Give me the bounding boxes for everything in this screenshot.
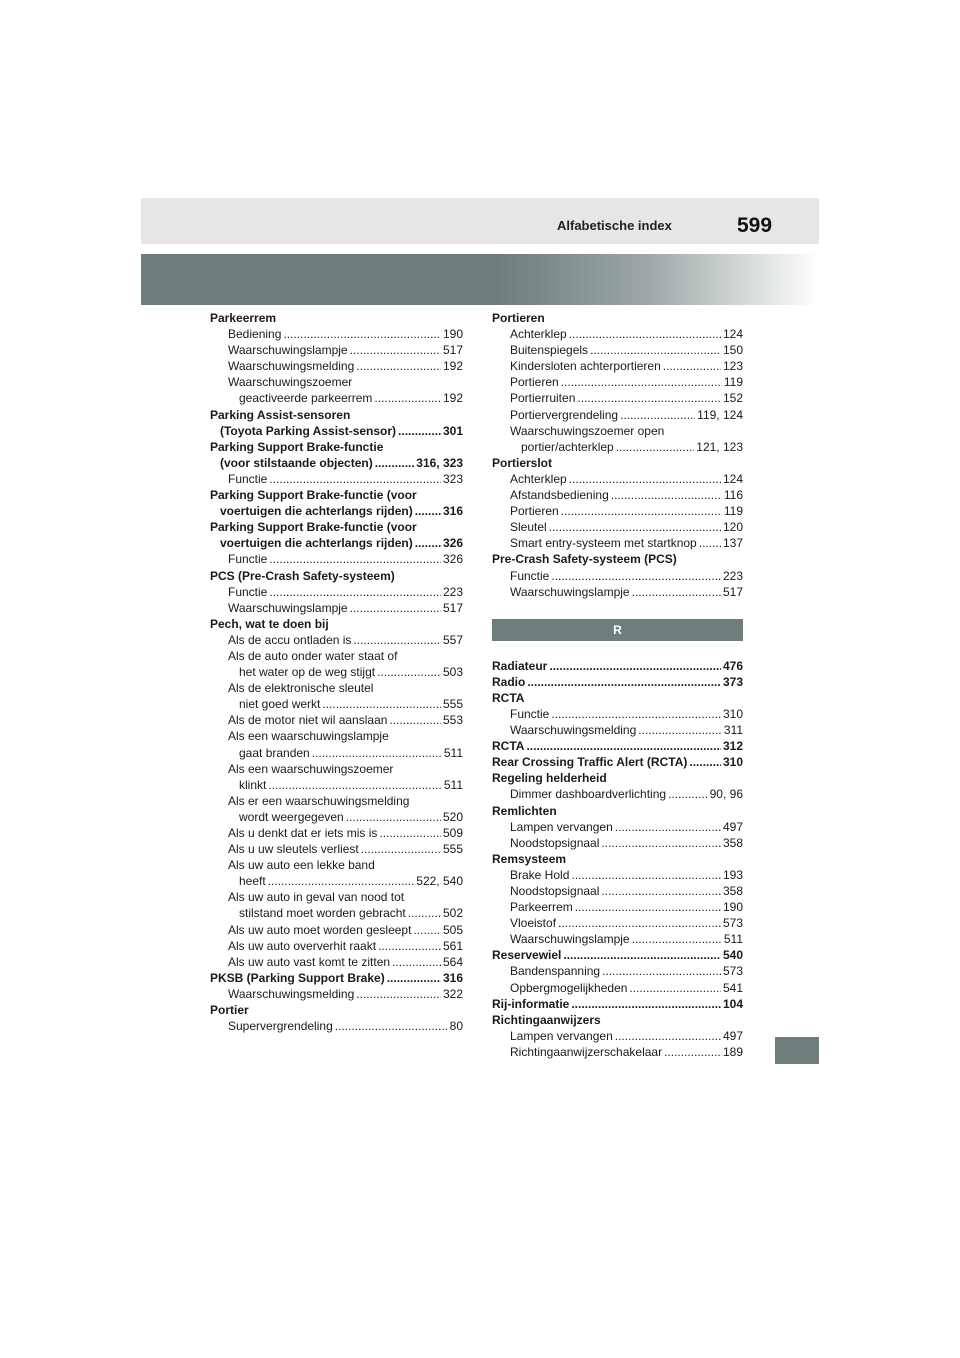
index-entry: [492, 658, 743, 674]
index-entry: [492, 754, 743, 770]
entry-page-ref: 316: [442, 504, 463, 519]
entry-page-ref: 310: [722, 706, 743, 721]
entry-label: voertuigen die achterlangs rijden): [220, 536, 413, 551]
index-entry: [210, 809, 463, 825]
dot-leader: [408, 905, 441, 921]
index-entry: [492, 963, 743, 979]
index-entry: [492, 568, 743, 584]
entry-label: Reservewiel: [492, 948, 562, 963]
index-entry: [492, 1028, 743, 1044]
index-entry: [210, 390, 463, 406]
dot-leader: [322, 696, 441, 712]
dot-leader: [374, 390, 441, 406]
index-entry: [492, 819, 743, 835]
index-entry: [492, 374, 743, 390]
dot-leader: [346, 809, 441, 825]
dot-leader: [563, 947, 721, 963]
entry-page-ref: 358: [722, 835, 743, 850]
entry-page-ref: 323: [442, 471, 463, 486]
index-entry: [492, 706, 743, 722]
index-column-left: [210, 310, 463, 1034]
dot-leader: [375, 455, 415, 471]
entry-label: Als uw auto vast komt te zitten: [228, 954, 391, 969]
entry-label: Kindersloten achterportieren: [510, 359, 661, 374]
entry-page-ref: 541: [722, 980, 743, 995]
entry-page-ref: 190: [722, 900, 743, 915]
index-entry: [210, 664, 463, 680]
dot-leader: [527, 674, 721, 690]
dot-leader: [664, 1044, 721, 1060]
entry-label: Waarschuwingslampje: [228, 343, 348, 358]
entry-page-ref: 121, 123: [696, 439, 743, 454]
index-entry: [492, 722, 743, 738]
entry-page-ref: 310: [722, 755, 743, 770]
index-heading: Portierslot: [492, 455, 553, 470]
section-title: Alfabetische index: [557, 218, 672, 233]
index-entry: [210, 777, 463, 793]
index-heading: Parking Support Brake-functie (voor: [210, 488, 417, 503]
index-heading: Parking Assist-sensoren: [210, 407, 351, 422]
entry-label: Functie: [228, 584, 268, 599]
entry-label: Als u denkt dat er iets mis is: [228, 826, 378, 840]
index-entry: [210, 326, 463, 342]
dot-leader: [398, 423, 441, 439]
index-entry: [210, 455, 463, 471]
entry-page-ref: 322: [442, 986, 463, 1001]
index-entry: [492, 390, 743, 406]
entry-page-ref: 192: [442, 359, 463, 374]
entry-label: Opbergmogelijkheden: [510, 980, 628, 995]
entry-label: Noodstopsignaal: [510, 884, 600, 898]
dot-leader: [269, 584, 441, 600]
entry-label: portier/achterklep: [521, 439, 614, 454]
dot-leader: [663, 358, 721, 374]
dot-leader: [269, 471, 441, 487]
index-entry: [492, 407, 743, 423]
dot-leader: [312, 745, 442, 761]
entry-page-ref: 123: [722, 359, 743, 374]
index-heading: Remsysteem: [492, 851, 567, 866]
dot-leader: [577, 390, 721, 406]
entry-page-ref: 557: [442, 632, 463, 647]
entry-label: Brake Hold: [510, 867, 570, 882]
entry-page-ref: 564: [442, 954, 463, 969]
dot-leader: [558, 915, 721, 931]
entry-label: RCTA: [492, 739, 525, 754]
dot-leader: [601, 835, 721, 851]
entry-label: klinkt: [239, 777, 267, 792]
index-entry: [210, 503, 463, 519]
decorative-gradient-bar: [141, 254, 819, 305]
entry-label: Portieren: [510, 504, 559, 519]
index-entry: [210, 632, 463, 648]
header-band: [141, 198, 819, 244]
entry-page-ref: 502: [442, 906, 463, 921]
dot-leader: [620, 407, 695, 423]
entry-label: Radiateur: [492, 658, 548, 673]
index-subheading: Als de elektronische sleutel: [228, 681, 374, 696]
entry-page-ref: 116: [723, 488, 743, 503]
entry-page-ref: 520: [442, 809, 463, 824]
entry-label: niet goed werkt: [239, 697, 321, 712]
entry-page-ref: 497: [722, 1028, 743, 1043]
dot-leader: [571, 867, 721, 883]
index-entry: [492, 471, 743, 487]
entry-page-ref: 573: [722, 964, 743, 979]
entry-page-ref: 189: [722, 1044, 743, 1059]
index-entry: [210, 938, 463, 954]
page-number: 599: [737, 214, 773, 237]
dot-leader: [415, 503, 441, 519]
dot-leader: [356, 358, 441, 374]
index-entry: [492, 947, 743, 963]
dot-leader: [392, 954, 441, 970]
entry-page-ref: 503: [442, 665, 463, 680]
entry-page-ref: 90, 96: [709, 787, 743, 802]
dot-leader: [268, 873, 415, 889]
entry-page-ref: 517: [722, 584, 743, 599]
entry-label: Achterklep: [510, 471, 567, 486]
entry-label: Waarschuwingslampje: [228, 600, 348, 615]
index-entry: [210, 471, 463, 487]
entry-label: Waarschuwingsmelding: [228, 359, 355, 374]
entry-label: Waarschuwingsmelding: [228, 986, 355, 1001]
entry-page-ref: 312: [722, 739, 743, 754]
index-entry: [210, 600, 463, 616]
index-heading: Regeling helderheid: [492, 771, 607, 786]
entry-page-ref: 553: [442, 713, 463, 728]
dot-leader: [590, 342, 721, 358]
entry-page-ref: 119: [723, 375, 743, 390]
dot-leader: [387, 970, 441, 986]
entry-label: Waarschuwingslampje: [510, 932, 630, 947]
entry-page-ref: 316: [442, 970, 463, 985]
entry-page-ref: 511: [443, 777, 463, 792]
index-entry: [210, 1018, 463, 1034]
index-entry: [492, 980, 743, 996]
entry-label: Sleutel: [510, 520, 547, 535]
entry-page-ref: 358: [722, 884, 743, 898]
dot-leader: [350, 342, 441, 358]
entry-page-ref: 152: [722, 391, 743, 406]
index-entry: [492, 786, 743, 802]
chapter-tab: [775, 1037, 819, 1064]
dot-leader: [561, 374, 722, 390]
dot-leader: [616, 439, 695, 455]
index-heading: Parking Support Brake-functie (voor: [210, 520, 417, 535]
index-entry: [492, 674, 743, 690]
entry-label: (Toyota Parking Assist-sensor): [220, 423, 397, 438]
entry-label: PKSB (Parking Support Brake): [210, 970, 385, 985]
index-heading: Remlichten: [492, 803, 557, 818]
index-entry: [492, 931, 743, 947]
index-entry: [492, 996, 743, 1012]
entry-label: Smart entry-systeem met startknop: [510, 536, 697, 551]
index-heading: Portier: [210, 1003, 249, 1018]
entry-page-ref: 80: [449, 1019, 463, 1034]
dot-leader: [601, 883, 721, 899]
entry-label: voertuigen die achterlangs rijden): [220, 504, 413, 519]
index-subheading: Waarschuwingszoemer open: [510, 423, 665, 438]
letter-section-header: R: [492, 619, 743, 641]
entry-page-ref: 517: [442, 343, 463, 358]
index-entry: [492, 342, 743, 358]
entry-label: Radio: [492, 674, 526, 689]
entry-label: Functie: [228, 552, 268, 567]
entry-label: Parkeerrem: [510, 900, 573, 915]
dot-leader: [269, 551, 441, 567]
entry-page-ref: 223: [722, 568, 743, 583]
index-entry: [210, 423, 463, 439]
entry-label: Als de motor niet wil aanslaan: [228, 713, 388, 728]
entry-page-ref: 316, 323: [416, 455, 463, 470]
index-entry: [492, 326, 743, 342]
index-entry: [210, 825, 463, 841]
entry-page-ref: 505: [442, 922, 463, 937]
dot-leader: [549, 658, 721, 674]
entry-label: Bandenspanning: [510, 964, 601, 979]
dot-leader: [549, 519, 721, 535]
index-entry: [492, 1044, 743, 1060]
entry-label: Bediening: [228, 327, 282, 342]
dot-leader: [615, 819, 721, 835]
entry-page-ref: 326: [442, 552, 463, 567]
index-heading: Parkeerrem: [210, 311, 277, 325]
index-subheading: Als uw auto in geval van nood tot: [228, 890, 405, 905]
entry-page-ref: 373: [722, 674, 743, 689]
index-entry: [210, 986, 463, 1002]
dot-leader: [551, 568, 721, 584]
entry-label: Als u uw sleutels verliest: [228, 842, 359, 857]
index-entry: [492, 503, 743, 519]
dot-leader: [569, 471, 721, 487]
index-subheading: Als de auto onder water staat of: [228, 648, 398, 663]
entry-label: Portiervergrendeling: [510, 407, 619, 422]
entry-page-ref: 522, 540: [416, 874, 463, 889]
index-entry: [210, 873, 463, 889]
entry-page-ref: 119: [723, 504, 743, 519]
entry-page-ref: 124: [722, 327, 743, 342]
index-heading: Portieren: [492, 311, 545, 325]
index-entry: [492, 584, 743, 600]
entry-page-ref: 497: [722, 819, 743, 834]
entry-label: Achterklep: [510, 327, 567, 342]
dot-leader: [689, 754, 721, 770]
entry-label: Richtingaanwijzerschakelaar: [510, 1044, 663, 1059]
dot-leader: [526, 738, 721, 754]
index-entry: [492, 899, 743, 915]
index-entry: [210, 841, 463, 857]
entry-page-ref: 511: [723, 932, 743, 947]
entry-label: Portierruiten: [510, 391, 576, 406]
entry-label: gaat branden: [239, 745, 310, 760]
entry-label: Functie: [510, 706, 550, 721]
entry-label: heeft: [239, 874, 266, 889]
entry-label: Functie: [228, 471, 268, 486]
dot-leader: [611, 487, 722, 503]
index-entry: [210, 535, 463, 551]
index-entry: [210, 358, 463, 374]
entry-page-ref: 190: [442, 327, 463, 342]
entry-label: Lampen vervangen: [510, 819, 613, 834]
entry-label: geactiveerde parkeerrem: [239, 391, 373, 406]
index-entry: [492, 535, 743, 551]
entry-page-ref: 120: [722, 520, 743, 535]
index-entry: [492, 883, 743, 899]
entry-label: Buitenspiegels: [510, 343, 589, 358]
entry-page-ref: 150: [722, 343, 743, 358]
index-subheading: Als een waarschuwingslampje: [228, 729, 389, 744]
index-subheading: Waarschuwingszoemer: [228, 375, 353, 390]
dot-leader: [377, 664, 441, 680]
dot-leader: [379, 825, 441, 841]
dot-leader: [571, 996, 721, 1012]
entry-page-ref: 555: [442, 697, 463, 712]
entry-label: Portieren: [510, 375, 559, 390]
entry-label: Rear Crossing Traffic Alert (RCTA): [492, 755, 688, 770]
dot-leader: [632, 584, 721, 600]
dot-leader: [283, 326, 441, 342]
index-entry: [492, 867, 743, 883]
entry-label: Als uw auto oververhit raakt: [228, 938, 377, 953]
entry-page-ref: 193: [722, 867, 743, 882]
dot-leader: [356, 986, 441, 1002]
dot-leader: [353, 632, 441, 648]
dot-leader: [361, 841, 441, 857]
index-subheading: Als er een waarschuwingsmelding: [228, 793, 410, 808]
dot-leader: [638, 722, 722, 738]
entry-label: Rij-informatie: [492, 996, 570, 1011]
entry-page-ref: 311: [723, 723, 743, 738]
index-entry: [210, 551, 463, 567]
index-entry: [210, 970, 463, 986]
entry-page-ref: 192: [442, 391, 463, 406]
dot-leader: [350, 600, 441, 616]
entry-page-ref: 509: [442, 826, 463, 840]
entry-label: Vloeistof: [510, 916, 557, 931]
index-heading: Pech, wat te doen bij: [210, 616, 329, 631]
entry-page-ref: 540: [722, 948, 743, 963]
dot-leader: [602, 963, 721, 979]
index-heading: Parking Support Brake-functie: [210, 439, 384, 454]
index-subheading: Als een waarschuwingszoemer: [228, 761, 394, 776]
dot-leader: [629, 980, 721, 996]
dot-leader: [632, 931, 722, 947]
entry-page-ref: 104: [722, 996, 743, 1011]
index-entry: [210, 342, 463, 358]
index-entry: [492, 738, 743, 754]
entry-label: Noodstopsignaal: [510, 835, 600, 850]
index-heading: RCTA: [492, 690, 525, 705]
index-entry: [492, 915, 743, 931]
entry-page-ref: 137: [722, 536, 743, 551]
entry-label: Functie: [510, 568, 550, 583]
index-entry: [492, 519, 743, 535]
index-entry: [492, 487, 743, 503]
entry-label: wordt weergegeven: [239, 809, 344, 824]
index-subheading: Als uw auto een lekke band: [228, 858, 375, 873]
entry-label: het water op de weg stijgt: [239, 665, 376, 680]
index-column-right: [492, 310, 743, 1060]
entry-page-ref: 555: [442, 842, 463, 857]
dot-leader: [668, 786, 708, 802]
entry-page-ref: 561: [442, 938, 463, 953]
entry-page-ref: 476: [722, 658, 743, 673]
entry-page-ref: 573: [722, 916, 743, 931]
entry-page-ref: 517: [442, 600, 463, 615]
entry-page-ref: 511: [443, 745, 463, 760]
index-entry: [210, 696, 463, 712]
entry-label: Afstandsbediening: [510, 488, 609, 503]
dot-leader: [378, 938, 441, 954]
index-heading: Richtingaanwijzers: [492, 1012, 601, 1027]
dot-leader: [615, 1028, 721, 1044]
index-entry: [210, 712, 463, 728]
dot-leader: [415, 535, 441, 551]
entry-page-ref: 326: [442, 536, 463, 551]
dot-leader: [551, 706, 721, 722]
dot-leader: [575, 899, 721, 915]
dot-leader: [389, 712, 441, 728]
index-entry: [210, 584, 463, 600]
index-heading: Pre-Crash Safety-systeem (PCS): [492, 552, 677, 567]
entry-label: Waarschuwingslampje: [510, 584, 630, 599]
dot-leader: [268, 777, 442, 793]
entry-page-ref: 301: [442, 423, 463, 438]
index-entry: [492, 439, 743, 455]
index-entry: [210, 745, 463, 761]
dot-leader: [561, 503, 722, 519]
entry-label: Waarschuwingsmelding: [510, 723, 637, 738]
index-entry: [492, 835, 743, 851]
index-entry: [210, 954, 463, 970]
entry-label: Als de accu ontladen is: [228, 632, 352, 647]
entry-label: Lampen vervangen: [510, 1028, 613, 1043]
dot-leader: [699, 535, 721, 551]
dot-leader: [335, 1018, 448, 1034]
entry-page-ref: 119, 124: [697, 407, 743, 422]
entry-label: Dimmer dashboardverlichting: [510, 787, 667, 802]
entry-label: Als uw auto moet worden gesleept: [228, 922, 412, 937]
entry-label: (voor stilstaande objecten): [220, 455, 373, 470]
dot-leader: [413, 922, 441, 938]
index-entry: [492, 358, 743, 374]
index-entry: [210, 922, 463, 938]
entry-page-ref: 223: [442, 584, 463, 599]
index-heading: PCS (Pre-Crash Safety-systeem): [210, 568, 395, 583]
entry-label: Supervergrendeling: [228, 1019, 333, 1034]
entry-page-ref: 124: [722, 471, 743, 486]
index-entry: [210, 905, 463, 921]
entry-label: stilstand moet worden gebracht: [239, 906, 406, 921]
dot-leader: [569, 326, 721, 342]
